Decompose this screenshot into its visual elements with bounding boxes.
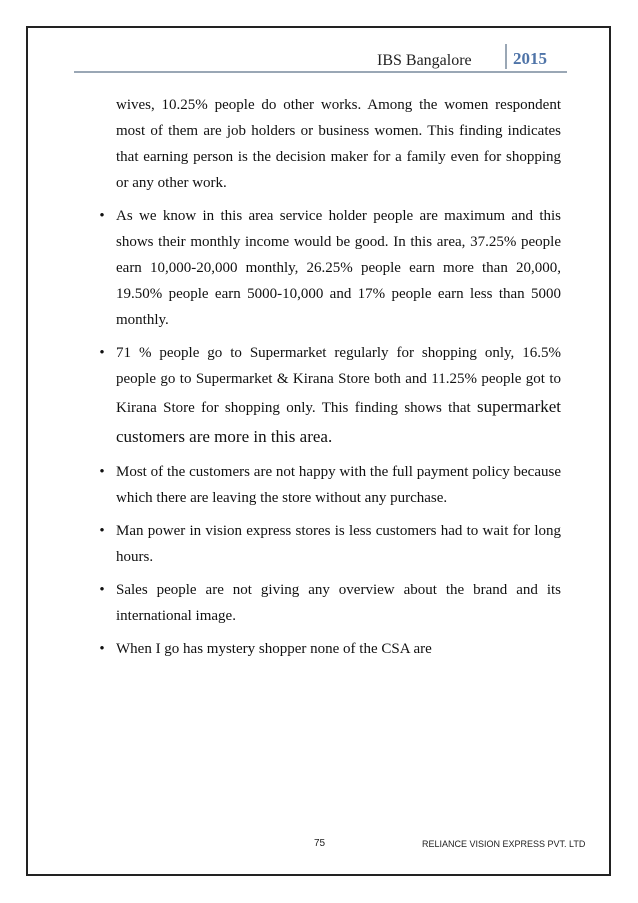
bullet-item-mystery-shopper (99, 636, 561, 662)
header-separator (505, 44, 507, 69)
bullet-icon: • (99, 345, 105, 361)
bullet-emphasis-text: supermarket customers are more in this area. (116, 397, 562, 446)
bullet-text: As we know in this area service holder people are maximum and this shows their monthly income would be good. In this area, 37.25% people earn 10,000-20,000 monthly, 26.25% people earn more than 20,000, 19.50% people earn 5000-10,000 and 17% people earn less than 5000 monthly. (116, 208, 561, 328)
bullet-icon: • (99, 464, 105, 480)
bullet-item-income (99, 203, 561, 333)
bullet-item-shopping (99, 340, 562, 452)
bullet-text: Sales people are not giving any overview about the brand and its international image. (116, 582, 561, 624)
bullet-text: 71 % people go to Supermarket regularly for shopping only, 16.5% people go to Supermarket & Kirana Store both and 11.25% people got to Kirana Store for shopping only. This finding shows that (116, 345, 561, 416)
header-year: 2015 (513, 49, 547, 68)
bullet-text: When I go has mystery shopper none of the CSA are (116, 641, 432, 657)
header-institution: IBS Bangalore (377, 52, 472, 69)
intro-paragraph: wives, 10.25% people do other works. Among the women respondent most of them are job holders or business women. This finding indicates that earning person is the decision maker for a family even for shopping or any other work. (116, 97, 561, 191)
bullet-icon: • (99, 523, 105, 539)
bullet-icon: • (99, 208, 105, 224)
bullet-icon: • (99, 582, 105, 598)
header-rule (74, 71, 567, 73)
bullet-item-payment (99, 459, 561, 511)
footer-page-number: 75 (314, 838, 326, 849)
bullet-text: Man power in vision express stores is less customers had to wait for long hours. (116, 523, 561, 565)
bullet-text: Most of the customers are not happy with the full payment policy because which there are leaving the store without any purchase. (116, 464, 561, 506)
bullet-item-sales (99, 577, 561, 629)
document-body (99, 92, 562, 662)
bullet-item-manpower (99, 518, 561, 570)
bullet-icon: • (99, 641, 105, 657)
footer-company-name: RELIANCE VISION EXPRESS PVT. LTD (422, 839, 586, 849)
